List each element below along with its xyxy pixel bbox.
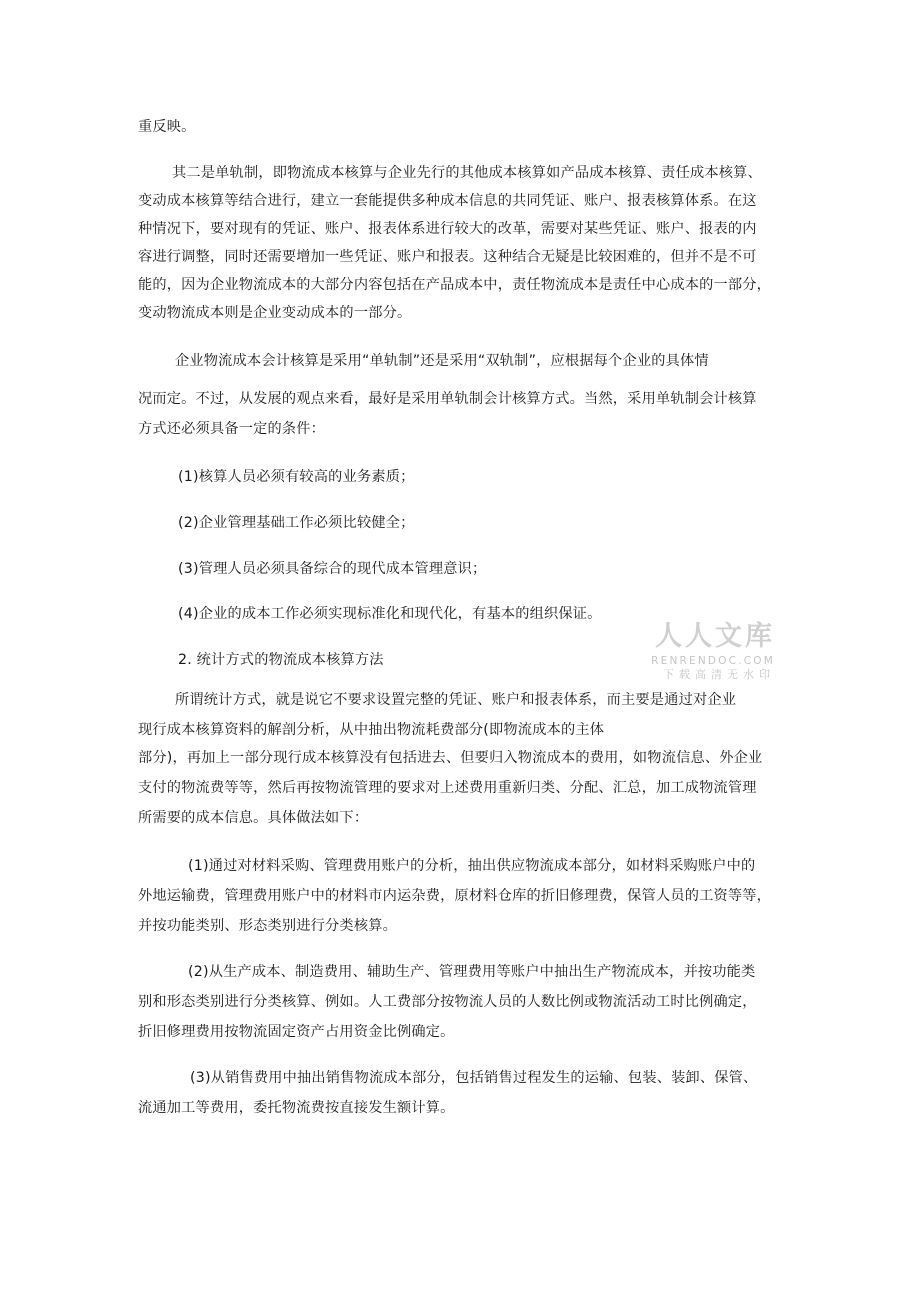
text-line-22: 外地运输费，管理费用账户中的材料市内运杂费，原材料仓库的折旧修理费，保管人员的工资等等， [138, 888, 772, 904]
text-line-7: 变动物流成本则是企业变动成本的一部分。 [138, 305, 412, 321]
text-line-3: 变动成本核算等结合进行，建立一套能提供多种成本信息的共同凭证、账户、报表核算体系。在这 [138, 193, 757, 209]
text-line-1: 重反映。 [138, 119, 196, 135]
text-line-5: 容进行调整，同时还需要增加一些凭证、账户和报表。这种结合无疑是比较困难的，但并不是不可 [138, 249, 757, 265]
watermark-slogan: 下载高清无水印 [663, 668, 775, 681]
text-line-28: 流通加工等费用，委托物流费按直接发生额计算。 [138, 1100, 455, 1116]
list-item-1: (1)核算人员必须有较高的业务素质； [178, 469, 415, 485]
section-heading: 2. 统计方式的物流成本核算方法 [178, 652, 384, 668]
text-line-18: 部分)，再加上一部分现行成本核算没有包括进去、但要归入物流成本的费用，如物流信息、外企业 [138, 750, 763, 766]
list-item-3: (3)管理人员必须具备综合的现代成本管理意识； [178, 561, 487, 577]
text-line-2: 其二是单轨制，即物流成本核算与企业先行的其他成本核算如产品成本核算、责任成本核算、 [172, 165, 762, 181]
text-line-16: 所谓统计方式，就是说它不要求设置完整的凭证、账户和报表体系，而主要是通过对企业 [175, 692, 737, 708]
text-line-17: 现行成本核算资料的解剖分析，从中抽出物流耗费部分(即物流成本的主体 [138, 722, 605, 738]
text-line-19: 支付的物流费等等，然后再按物流管理的要求对上述费用重新归类、分配、汇总，加工成物流管理 [138, 780, 757, 796]
text-line-26: 折旧修理费用按物流固定资产占用资金比例确定。 [138, 1024, 455, 1040]
text-line-4: 种情况下，要对现有的凭证、账户、报表体系进行较大的改革，需要对某些凭证、账户、报表的内 [138, 221, 757, 237]
list-item-2: (2)企业管理基础工作必须比较健全； [178, 515, 415, 531]
text-line-24: (2)从生产成本、制造费用、辅助生产、管理费用等账户中抽出生产物流成本，并按功能类 [188, 964, 756, 980]
text-line-20: 所需要的成本信息。具体做法如下： [138, 810, 369, 826]
text-line-8: 企业物流成本会计核算是采用“单轨制”还是采用“双轨制”，应根据每个企业的具体情 [175, 353, 709, 369]
text-line-6: 能的，因为企业物流成本的大部分内容包括在产品成本中，责任物流成本是责任中心成本的一部分， [138, 277, 772, 293]
text-line-25: 别和形态类别进行分类核算、例如。人工费部分按物流人员的人数比例或物流活动工时比例确定， [138, 994, 757, 1010]
watermark-domain: RENRENDOC.COM [651, 655, 775, 667]
text-line-23: 并按功能类别、形态类别进行分类核算。 [138, 918, 397, 934]
text-line-21: (1)通过对材料采购、管理费用账户的分析，抽出供应物流成本部分，如材料采购账户中的 [188, 858, 756, 874]
text-line-27: (3)从销售费用中抽出销售物流成本部分，包括销售过程发生的运输、包装、装卸、保管、 [190, 1070, 758, 1086]
text-line-10: 方式还必须具备一定的条件： [138, 421, 326, 437]
watermark-brand: 人人文库 [655, 621, 775, 652]
list-item-4: (4)企业的成本工作必须实现标准化和现代化，有基本的组织保证。 [178, 606, 602, 622]
text-line-9: 况而定。不过，从发展的观点来看，最好是采用单轨制会计核算方式。当然，采用单轨制会计核算 [138, 391, 757, 407]
